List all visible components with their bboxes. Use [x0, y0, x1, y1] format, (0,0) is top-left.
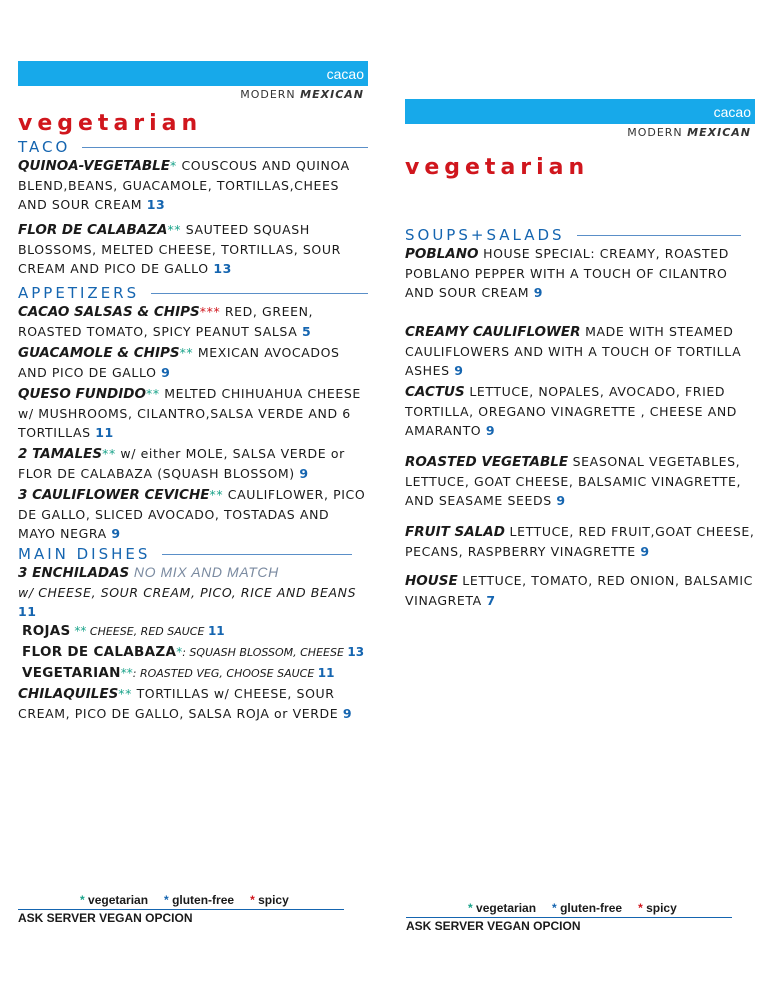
- item-description: w/ either MOLE, SALSA VERDE or FLOR DE CALABAZA (SQUASH BLOSSOM): [18, 446, 345, 481]
- item-mark: ***: [199, 304, 221, 319]
- menu-item: [18, 302, 368, 341]
- item-price: 5: [301, 324, 312, 339]
- item-price: 11: [18, 604, 37, 619]
- menu-item: [405, 322, 755, 380]
- section-rule: [151, 293, 368, 294]
- legend-spicy: * spicy: [638, 901, 677, 915]
- brand-bar: [18, 61, 368, 86]
- item-name: CACAO SALSAS & CHIPS: [18, 304, 200, 320]
- item-price: 9: [161, 365, 171, 380]
- item-description: MELTED CHIHUAHUA CHEESE w/ MUSHROOMS, CILANTRO,SALSA VERDE AND 6 TORTILLAS: [18, 386, 361, 440]
- item-description: LETTUCE, NOPALES, AVOCADO, FRIED TORTILLA, OREGANO VINAGRETTE , CHEESE AND AMARANTO: [405, 384, 738, 438]
- section-soups-salads: [405, 226, 741, 244]
- brand-tagline: [405, 126, 755, 139]
- legend-spicy: * spicy: [250, 893, 289, 907]
- item-description: SEASONAL VEGETABLES, LETTUCE, GOAT CHEESE, BALSAMIC VINAGRETTE, AND SEASAME SEEDS: [405, 454, 742, 508]
- item-name: 3 ENCHILADAS: [18, 565, 130, 581]
- soups-salads-list: [405, 244, 755, 610]
- enchilada-option: [18, 663, 368, 684]
- item-description: LETTUCE, TOMATO, RED ONION, BALSAMIC VINAGRETA: [405, 573, 753, 608]
- item-price: 7: [486, 593, 496, 608]
- item-name: CREAMY CAULIFLOWER: [405, 324, 581, 340]
- section-main-dishes: [18, 545, 352, 563]
- option-price: 13: [347, 645, 365, 659]
- item-description: w/ CHEESE, SOUR CREAM, PICO, RICE AND BEANS: [18, 585, 357, 600]
- legend-left: [18, 893, 344, 925]
- legend-line: [406, 901, 732, 918]
- item-description: COUSCOUS AND QUINOA BLEND,BEANS, GUACAMOLE, TORTILLAS,CHEES AND SOUR CREAM: [18, 158, 350, 212]
- item-name: HOUSE: [405, 573, 458, 589]
- item-name: CACTUS: [405, 384, 465, 400]
- menu-page-left: [18, 61, 368, 729]
- menu-item: [405, 452, 755, 510]
- menu-item: [18, 220, 368, 278]
- section-appetizers: [18, 284, 368, 302]
- option-description: : SQUASH BLOSSOM, CHEESE: [182, 646, 348, 659]
- option-mark: *: [176, 645, 183, 659]
- item-description: HOUSE SPECIAL: CREAMY, ROASTED POBLANO PEPPER WITH A TOUCH OF CILANTRO AND SOUR CREAM: [405, 246, 729, 300]
- appetizers-list: [18, 302, 368, 543]
- section-rule: [577, 235, 741, 236]
- item-description: TORTILLAS w/ CHEESE, SOUR CREAM, PICO DE GALLO, SALSA ROJA or VERDE: [18, 686, 343, 721]
- item-price: 11: [95, 425, 114, 440]
- legend-line: [18, 893, 344, 910]
- item-description: SAUTEED SQUASH BLOSSOMS, MELTED CHEESE, TORTILLAS, SOUR CREAM AND PICO DE GALLO: [18, 222, 341, 276]
- option-price: 11: [317, 666, 335, 680]
- section-heading: TACO: [18, 138, 71, 156]
- option-name: FLOR DE CALABAZA: [22, 644, 177, 660]
- option-mark: **: [120, 666, 133, 680]
- item-price: 9: [454, 363, 464, 378]
- item-description: MADE WITH STEAMED CAULIFLOWERS AND WITH A TOUCH OF TORTILLA ASHES: [405, 324, 742, 378]
- item-mark: **: [179, 345, 194, 360]
- item-description: RED, GREEN, ROASTED TOMATO, SPICY PEANUT SALSA: [18, 304, 314, 339]
- item-name: QUESO FUNDIDO: [18, 386, 146, 402]
- menu-item: [18, 384, 368, 442]
- item-name: GUACAMOLE & CHIPS: [18, 345, 180, 361]
- legend-gluten-free: * gluten-free: [164, 893, 235, 907]
- item-mark: **: [118, 686, 132, 701]
- menu-item-enchiladas: [18, 563, 368, 621]
- item-price: 9: [299, 466, 309, 481]
- item-name: QUINOA-VEGETABLE: [18, 158, 171, 174]
- menu-item-chilaquiles: [18, 684, 368, 723]
- taco-list: [18, 156, 368, 278]
- item-name: 3 CAULIFLOWER CEVICHE: [18, 487, 210, 503]
- section-heading: APPETIZERS: [18, 284, 140, 302]
- option-mark: **: [70, 624, 87, 638]
- item-description: LETTUCE, RED FRUIT,GOAT CHEESE, PECANS, RASPBERRY VINAGRETTE: [405, 524, 755, 559]
- item-name: FRUIT SALAD: [405, 524, 505, 540]
- menu-item: [18, 156, 368, 214]
- section-heading: MAIN DISHES: [18, 545, 151, 563]
- menu-item: [405, 244, 755, 302]
- enchilada-options: [18, 621, 368, 684]
- tagline-bold: MEXICAN: [687, 126, 751, 139]
- brand-tagline: [18, 88, 368, 101]
- item-name: 2 TAMALES: [18, 446, 103, 462]
- legend-right: [406, 901, 732, 933]
- item-price: 13: [213, 261, 232, 276]
- menu-item: [405, 522, 755, 561]
- item-mark: **: [167, 222, 182, 237]
- enchilada-option: [18, 642, 368, 663]
- item-mark: **: [145, 386, 160, 401]
- option-price: 11: [207, 624, 225, 638]
- item-price: 9: [556, 493, 566, 508]
- vegan-note: ASK SERVER VEGAN OPCION: [18, 911, 193, 925]
- option-name: VEGETARIAN: [22, 665, 121, 681]
- item-note: NO MIX AND MATCH: [133, 564, 279, 580]
- menu-item: [18, 485, 368, 543]
- tagline-regular: MODERN: [627, 126, 683, 139]
- menu-item: [405, 571, 755, 610]
- menu-item: [18, 343, 368, 382]
- item-price: 9: [640, 544, 650, 559]
- page-title: vegetarian: [405, 155, 590, 180]
- legend-gluten-free: * gluten-free: [552, 901, 623, 915]
- option-name: ROJAS: [22, 623, 71, 639]
- item-name: POBLANO: [405, 246, 479, 262]
- item-mark: **: [209, 487, 224, 502]
- item-price: 13: [146, 197, 166, 212]
- option-description: : ROASTED VEG, CHOOSE SAUCE: [132, 667, 318, 680]
- enchilada-option: [18, 621, 368, 642]
- section-rule: [162, 554, 352, 555]
- item-price: 9: [342, 706, 353, 721]
- legend-vegetarian: * vegetarian: [468, 901, 537, 915]
- tagline-regular: MODERN: [240, 88, 296, 101]
- menu-page-right: [405, 99, 755, 616]
- item-description: MEXICAN AVOCADOS AND PICO DE GALLO: [18, 345, 340, 380]
- page-title: vegetarian: [18, 111, 203, 136]
- item-description: CAULIFLOWER, PICO DE GALLO, SLICED AVOCADO, TOSTADAS AND MAYO NEGRA: [18, 487, 366, 541]
- brand-name: cacao: [713, 104, 751, 120]
- tagline-bold: MEXICAN: [300, 88, 364, 101]
- section-taco: [18, 138, 368, 156]
- item-mark: **: [102, 446, 116, 461]
- item-name: ROASTED VEGETABLE: [405, 454, 569, 470]
- legend-vegetarian: * vegetarian: [80, 893, 149, 907]
- menu-item: [18, 444, 368, 483]
- item-price: 9: [485, 423, 496, 438]
- item-price: 9: [111, 526, 121, 541]
- item-name: CHILAQUILES: [18, 686, 119, 702]
- section-rule: [82, 147, 368, 148]
- brand-bar: [405, 99, 755, 124]
- option-description: CHEESE, RED SAUCE: [86, 625, 208, 638]
- menu-item: [405, 382, 755, 440]
- vegan-note: ASK SERVER VEGAN OPCION: [406, 919, 581, 933]
- section-heading: SOUPS+SALADS: [405, 226, 565, 244]
- item-name: FLOR DE CALABAZA: [18, 222, 168, 238]
- item-mark: *: [170, 158, 177, 173]
- brand-name: cacao: [326, 66, 364, 82]
- item-price: 9: [533, 285, 544, 300]
